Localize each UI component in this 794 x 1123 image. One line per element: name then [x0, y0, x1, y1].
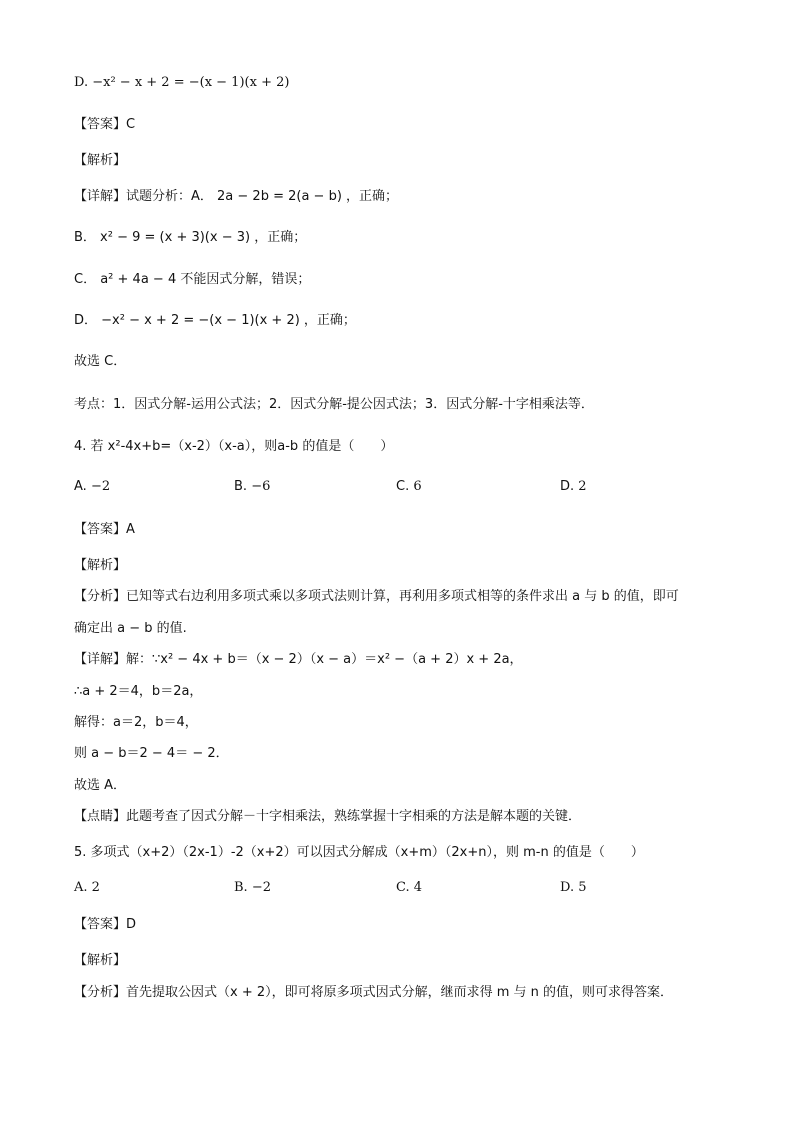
q4-options — [74, 479, 694, 497]
q4-option-a: A. −2 — [74, 479, 111, 494]
solve-line1: 【详解】解：∵x² − 4x + b＝（x − 2）（x − a）＝x² −（a + 2）x + 2a， — [74, 652, 523, 667]
answer-q3: 【答案】C — [74, 117, 136, 132]
q4-stem: 4. 若 x²-4x+b=（x-2）（x-a），则a-b 的值是（ ） — [74, 439, 394, 454]
q5-stem: 5. 多项式（x+2）（2x-1）-2（x+2）可以因式分解成（x+m）（2x+n），则 m-n 的值是（ ） — [74, 845, 644, 860]
detail-c: C． a² + 4a − 4 不能因式分解，错误； — [74, 272, 311, 287]
q5-options — [74, 880, 694, 898]
q5-option-b: B. −2 — [234, 880, 271, 895]
analysis-q4-line1: 【分析】已知等式右边利用多项式乘以多项式法则计算，再利用多项式相等的条件求出 a 与 b 的值，即可 — [74, 589, 679, 604]
q4-option-d: D. 2 — [560, 479, 587, 494]
q5-option-c: C. 4 — [396, 880, 423, 895]
q4-option-b: B. −6 — [234, 479, 271, 494]
jiexi-q5: 【解析】 — [74, 953, 127, 968]
solve-line4: 则 a − b＝2 − 4＝ − 2． — [74, 746, 229, 761]
kaodian: 考点：1．因式分解-运用公式法；2．因式分解-提公因式法；3．因式分解-十字相乘法等． — [74, 397, 594, 412]
jiexi-q4: 【解析】 — [74, 558, 127, 573]
q4-option-c: C. 6 — [396, 479, 422, 494]
solve-line2: ∴a + 2＝4，b＝2a， — [74, 684, 203, 699]
analysis-q5: 【分析】首先提取公因式（x + 2），即可将原多项式因式分解，继而求得 m 与 n 的值，则可求得答案． — [74, 985, 674, 1000]
q5-option-d: D. 5 — [560, 880, 587, 895]
detail-a: 【详解】试题分析：A． 2a − 2b = 2(a − b) ，正确； — [74, 189, 399, 204]
choose-c: 故选 C． — [74, 354, 127, 369]
detail-d: D． −x² − x + 2 = −(x − 1)(x + 2) ，正确； — [74, 313, 356, 328]
solve-line3: 解得：a＝2，b＝4， — [74, 715, 198, 730]
q3-option-d: D. −x² − x + 2 = −(x − 1)(x + 2) — [74, 75, 290, 90]
choose-a: 故选 A． — [74, 778, 127, 793]
analysis-q4-line2: 确定出 a − b 的值. — [74, 621, 187, 636]
answer-q4: 【答案】A — [74, 522, 135, 537]
q5-option-a: A. 2 — [74, 880, 100, 895]
dianjing: 【点睛】此题考查了因式分解－十字相乘法，熟练掌握十字相乘的方法是解本题的关键． — [74, 809, 582, 824]
detail-b: B． x² − 9 = (x + 3)(x − 3) ，正确； — [74, 230, 307, 245]
jiexi-q3: 【解析】 — [74, 153, 127, 168]
answer-q5: 【答案】D — [74, 917, 137, 932]
